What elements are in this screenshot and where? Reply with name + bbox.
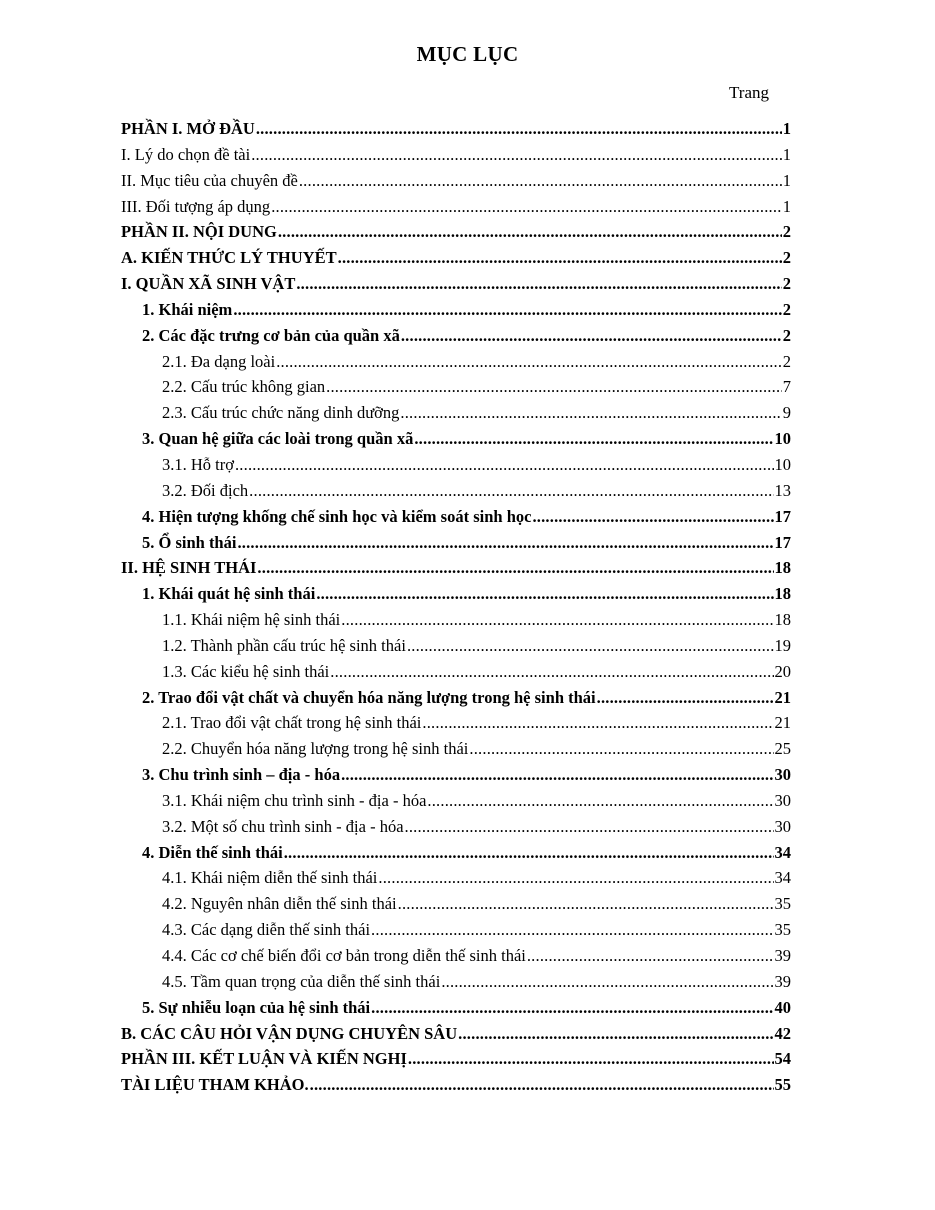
toc-entry-label: I. QUẦN XÃ SINH VẬT: [121, 274, 296, 294]
toc-entry-page-number: 19: [774, 635, 791, 655]
toc-entry-label: 5. Sự nhiễu loạn của hệ sinh thái: [142, 997, 371, 1017]
toc-entry-label: 3.1. Hỗ trợ: [162, 454, 234, 474]
dot-leader: [235, 452, 774, 478]
toc-entry[interactable]: [121, 297, 791, 323]
toc-entry[interactable]: [121, 840, 791, 866]
dot-leader: [237, 530, 773, 556]
toc-entry-page-number: 34: [774, 868, 791, 888]
toc-entry-label: 2.2. Chuyển hóa năng lượng trong hệ sinh thái: [162, 739, 469, 759]
toc-entry-label: I. Lý do chọn đề tài: [121, 144, 251, 164]
toc-entry[interactable]: [121, 400, 791, 426]
toc-entry-page-number: 1: [782, 144, 791, 164]
toc-entry-label: 4.4. Các cơ chế biến đổi cơ bản trong diễn thế sinh thái: [162, 946, 526, 965]
toc-entry[interactable]: [121, 349, 791, 375]
toc-entry-label: TÀI LIỆU THAM KHẢO.: [121, 1075, 309, 1095]
toc-entry-label: II. Mục tiêu của chuyên đề: [121, 170, 298, 190]
toc-entry[interactable]: [121, 710, 791, 736]
toc-entry-label: PHẦN I. MỞ ĐẦU: [121, 119, 255, 138]
dot-leader: [330, 659, 773, 685]
toc-entry-page-number: 17: [774, 532, 791, 552]
toc-entry-label: 1. Khái quát hệ sinh thái: [142, 584, 316, 604]
dot-leader: [249, 478, 773, 504]
toc-entry-label: B. CÁC CÂU HỎI VẬN DỤNG CHUYÊN SÂU: [121, 1023, 458, 1043]
toc-entry-label: 1. Khái niệm: [142, 299, 233, 319]
dot-leader: [407, 633, 774, 659]
toc-entry-page-number: 18: [774, 558, 791, 578]
toc-entry-page-number: 42: [774, 1023, 791, 1043]
dot-leader: [405, 814, 774, 840]
dot-leader: [299, 168, 782, 194]
toc-entry-page-number: 2: [782, 351, 791, 371]
toc-entry[interactable]: [121, 1072, 791, 1098]
dot-leader: [398, 891, 774, 917]
toc-entry-label: 4. Diễn thế sinh thái: [142, 842, 283, 862]
toc-entry-label: 3. Chu trình sinh – địa - hóa: [142, 765, 341, 785]
toc-entry-page-number: 21: [774, 687, 791, 707]
toc-entry[interactable]: [121, 478, 791, 504]
toc-entry-page-number: 17: [774, 506, 791, 526]
toc-entry-page-number: 2: [782, 222, 791, 242]
toc-entry-label: 4.1. Khái niệm diễn thế sinh thái: [162, 868, 378, 888]
toc-entry[interactable]: [121, 788, 791, 814]
toc-entry-page-number: 35: [774, 894, 791, 914]
dot-leader: [427, 788, 773, 814]
toc-entry[interactable]: [121, 116, 791, 142]
toc-entry[interactable]: [121, 969, 791, 995]
toc-entry-label: 2.2. Cấu trúc không gian: [162, 377, 326, 397]
page-column-header: Trang: [729, 83, 769, 102]
toc-entry-page-number: 55: [774, 1075, 791, 1095]
toc-entry-page-number: 18: [774, 610, 791, 630]
toc-entry[interactable]: [121, 452, 791, 478]
dot-leader: [310, 1072, 774, 1098]
toc-entry-page-number: 54: [774, 1049, 791, 1069]
toc-entry-label: 1.3. Các kiểu hệ sinh thái: [162, 661, 330, 681]
dot-leader: [469, 736, 773, 762]
toc-entry-label: III. Đối tượng áp dụng: [121, 196, 271, 216]
toc-entry[interactable]: [121, 762, 791, 788]
dot-leader: [257, 555, 773, 581]
toc-entry[interactable]: [121, 891, 791, 917]
toc-entry-page-number: 25: [774, 739, 791, 759]
dot-leader: [278, 219, 782, 245]
toc-entry-page-number: 18: [774, 584, 791, 604]
toc-entry[interactable]: [121, 168, 791, 194]
toc-entry-page-number: 40: [774, 997, 791, 1017]
table-of-contents: [121, 116, 791, 1098]
dot-leader: [326, 374, 782, 400]
toc-entry-label: 2.3. Cấu trúc chức năng dinh dưỡng: [162, 403, 400, 423]
toc-entry-page-number: 20: [774, 661, 791, 681]
toc-entry-label: 3. Quan hệ giữa các loài trong quần xã: [142, 429, 414, 449]
toc-entry[interactable]: [121, 245, 791, 271]
toc-entry-page-number: 34: [774, 842, 791, 862]
dot-leader: [408, 1046, 774, 1072]
dot-leader: [341, 607, 773, 633]
toc-entry-label: 3.2. Một số chu trình sinh - địa - hóa: [162, 816, 404, 836]
toc-entry-label: 2. Trao đổi vật chất và chuyển hóa năng lượng trong hệ sinh thái: [142, 687, 596, 707]
toc-entry-label: 4.3. Các dạng diễn thế sinh thái: [162, 920, 371, 940]
toc-entry[interactable]: [121, 194, 791, 220]
toc-entry-page-number: 39: [774, 946, 791, 965]
toc-entry-label: 2.1. Đa dạng loài: [162, 351, 276, 371]
dot-leader: [296, 271, 781, 297]
dot-leader: [458, 1021, 773, 1047]
toc-entry-label: II. HỆ SINH THÁI: [121, 558, 257, 578]
toc-entry-page-number: 39: [774, 971, 791, 991]
toc-entry-label: PHẦN II. NỘI DUNG: [121, 222, 277, 242]
toc-entry-label: 3.2. Đối địch: [162, 480, 249, 500]
toc-entry-label: 3.1. Khái niệm chu trình sinh - địa - hóa: [162, 790, 427, 810]
toc-entry-label: 2.1. Trao đổi vật chất trong hệ sinh thái: [162, 713, 422, 733]
toc-entry[interactable]: [121, 219, 791, 245]
toc-entry-label: 5. Ổ sinh thái: [142, 532, 237, 552]
toc-entry[interactable]: [121, 323, 791, 349]
toc-entry[interactable]: [121, 685, 791, 711]
toc-entry[interactable]: [121, 1021, 791, 1047]
toc-entry-label: 4.2. Nguyên nhân diễn thế sinh thái: [162, 894, 397, 914]
toc-entry-page-number: 30: [774, 816, 791, 836]
toc-entry-label: 2. Các đặc trưng cơ bản của quần xã: [142, 325, 400, 345]
toc-entry-page-number: 2: [782, 274, 791, 294]
dot-leader: [532, 504, 773, 530]
toc-entry-page-number: 7: [782, 377, 791, 397]
dot-leader: [371, 995, 773, 1021]
toc-entry[interactable]: [121, 426, 791, 452]
toc-entry[interactable]: [121, 271, 791, 297]
dot-leader: [284, 840, 774, 866]
toc-entry[interactable]: [121, 943, 791, 969]
toc-entry-page-number: 35: [774, 920, 791, 940]
toc-entry-page-number: 1: [782, 170, 791, 190]
dot-leader: [338, 245, 782, 271]
toc-entry[interactable]: [121, 917, 791, 943]
toc-entry-page-number: 21: [774, 713, 791, 733]
toc-entry-label: PHẦN III. KẾT LUẬN VÀ KIẾN NGHỊ: [121, 1049, 407, 1069]
dot-leader: [233, 297, 781, 323]
dot-leader: [271, 194, 782, 220]
dot-leader: [316, 581, 773, 607]
dot-leader: [527, 943, 774, 969]
toc-entry[interactable]: [121, 659, 791, 685]
toc-entry-page-number: 2: [782, 299, 791, 319]
dot-leader: [400, 400, 781, 426]
dot-leader: [341, 762, 773, 788]
toc-entry[interactable]: [121, 504, 791, 530]
toc-entry[interactable]: [121, 814, 791, 840]
toc-entry-label: A. KIẾN THỨC LÝ THUYẾT: [121, 248, 337, 268]
toc-entry-label: 4. Hiện tượng khống chế sinh học và kiểm soát sinh học: [142, 506, 532, 526]
toc-entry[interactable]: [121, 633, 791, 659]
toc-entry-page-number: 10: [774, 429, 791, 449]
dot-leader: [441, 969, 773, 995]
dot-leader: [251, 142, 782, 168]
toc-entry-page-number: 9: [782, 403, 791, 423]
toc-entry[interactable]: [121, 530, 791, 556]
toc-entry-page-number: 1: [782, 119, 791, 138]
toc-entry[interactable]: [121, 607, 791, 633]
toc-entry-page-number: 2: [782, 248, 791, 268]
page-title: MỤC LỤC: [416, 42, 519, 66]
dot-leader: [256, 116, 782, 142]
dot-leader: [371, 917, 773, 943]
toc-entry[interactable]: [121, 581, 791, 607]
toc-entry-label: 4.5. Tầm quan trọng của diễn thế sinh thái: [162, 971, 441, 991]
toc-entry[interactable]: [121, 1046, 791, 1072]
toc-entry[interactable]: [121, 995, 791, 1021]
toc-entry-label: 1.1. Khái niệm hệ sinh thái: [162, 610, 341, 630]
toc-entry[interactable]: [121, 374, 791, 400]
dot-leader: [401, 323, 782, 349]
dot-leader: [422, 710, 773, 736]
toc-entry-label: 1.2. Thành phần cấu trúc hệ sinh thái: [162, 635, 406, 655]
dot-leader: [378, 865, 773, 891]
toc-entry[interactable]: [121, 736, 791, 762]
toc-entry-page-number: 30: [774, 765, 791, 785]
toc-entry-page-number: 10: [774, 454, 791, 474]
toc-entry[interactable]: [121, 865, 791, 891]
dot-leader: [414, 426, 773, 452]
toc-entry-page-number: 30: [774, 790, 791, 810]
toc-entry-page-number: 2: [782, 325, 791, 345]
toc-entry[interactable]: [121, 142, 791, 168]
dot-leader: [276, 349, 782, 375]
dot-leader: [597, 685, 774, 711]
toc-entry[interactable]: [121, 555, 791, 581]
toc-entry-page-number: 1: [782, 196, 791, 216]
toc-entry-page-number: 13: [774, 480, 791, 500]
